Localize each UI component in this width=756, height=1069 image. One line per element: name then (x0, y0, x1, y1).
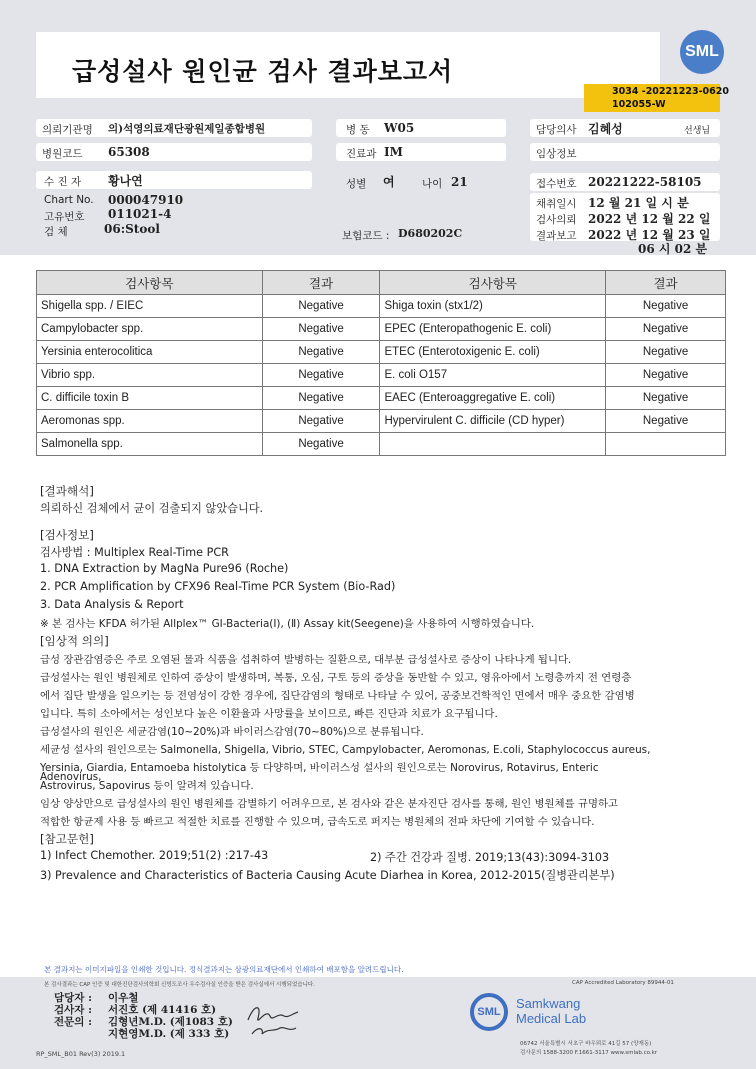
institution-label: 의뢰기관명 (42, 124, 93, 136)
lab-phone: 검사문의 1588-3200 F.1661-3117 www.smlab.co.kr (520, 1050, 658, 1056)
test-item: Shigella spp. / EIEC (37, 295, 263, 318)
doctor-label: 담당의사 (536, 124, 577, 136)
clinical-line: Yersinia, Giardia, Entamoeba histolytica 등 다양하며, 바이러스성 설사의 원인으로는 Norovirus, Rotavirus, Enteric (40, 762, 599, 774)
staff-value: 김형년M.D. (제1083 호) (108, 1016, 233, 1028)
sex-label: 성별 (346, 178, 367, 190)
test-item: Salmonella spp. (37, 433, 263, 456)
receipt-value: 20221222-58105 (588, 175, 702, 189)
sml-footer-logo-icon: SML (470, 993, 508, 1031)
ward-label: 병 동 (346, 124, 370, 136)
test-result: Negative (606, 410, 726, 433)
test-result: Negative (606, 341, 726, 364)
interpretation-text: 의뢰하신 검체에서 균이 검출되지 않았습니다. (40, 502, 264, 515)
test-item: Yersinia enterocolitica (37, 341, 263, 364)
test-result: Negative (262, 318, 380, 341)
clinical-line: 입니다. 특히 소아에서는 성인보다 높은 이환율과 사망률을 보이므로, 빠른 진단과 치료가 요구됩니다. (40, 708, 498, 720)
test-info-line: 1. DNA Extraction by MagNa Pure96 (Roche) (40, 562, 289, 575)
report-time: 06 시 02 분 (638, 242, 708, 256)
test-item: C. difficile toxin B (37, 387, 263, 410)
report-code-line1: 3034 -20221223-0620 (612, 86, 729, 97)
test-item: ETEC (Enterotoxigenic E. coli) (380, 341, 606, 364)
test-result: Negative (606, 295, 726, 318)
clinical-line: 세균성 설사의 원인으로는 Salmonella, Shigella, Vibrio, STEC, Campylobacter, Aeromonas, E.coli, Staphylococcus aureus, (40, 744, 651, 756)
dept-value: IM (384, 145, 403, 159)
staff-value: 지현영M.D. (제 333 호) (108, 1028, 230, 1040)
specimen-value: 06:Stool (104, 222, 160, 236)
test-result: Negative (606, 387, 726, 410)
lab-name-line1: Samkwang (516, 996, 581, 1011)
staff-value: 서진호 (제 41416 호) (108, 1004, 217, 1016)
header-result-2: 결과 (606, 271, 726, 295)
clinical-meaning-title: [임상적 의의] (40, 634, 109, 648)
test-result: Negative (262, 433, 380, 456)
report-value: 2022 년 12 월 23 일 (588, 228, 711, 242)
table-row (37, 295, 726, 318)
test-info-line: 검사방법 : Multiplex Real-Time PCR (40, 546, 229, 559)
clinical-label: 임상정보 (536, 148, 577, 160)
table-row (37, 433, 726, 456)
reference-item: 2) 주간 건강과 질병. 2019;13(43):3094-3103 (370, 851, 610, 864)
age-label: 나이 (422, 178, 443, 190)
clinical-line: 급성설사의 원인은 세균감염(10~20%)과 바이러스감염(70~80%)으로 분류됩니다. (40, 726, 424, 738)
sex-value: 여 (383, 175, 395, 189)
test-item: EAEC (Enteroaggregative E. coli) (380, 387, 606, 410)
clinical-line: 에서 집단 발생을 일으키는 등 전염성이 강한 경우에, 집단감염의 형태로 나타날 수 있어, 공중보건학적인 면에서 매우 중요한 감염병 (40, 690, 635, 702)
results-header-row (37, 271, 726, 295)
staff-value: 이우철 (108, 992, 139, 1004)
header-test-item: 검사항목 (37, 271, 263, 295)
table-row (37, 364, 726, 387)
doctor-suffix: 선생님 (684, 126, 711, 136)
test-item: Campylobacter spp. (37, 318, 263, 341)
lab-address: 06742 서울특별시 서초구 바우뫼로 41길 57 (양재동) (520, 1041, 652, 1047)
age-value: 21 (451, 175, 468, 189)
unique-value: 011021-4 (108, 207, 172, 221)
test-item: Vibrio spp. (37, 364, 263, 387)
test-result: Negative (262, 341, 380, 364)
test-info-title: [검사정보] (40, 528, 94, 542)
unique-label: 고유번호 (44, 211, 85, 223)
insurance-label: 보험코드 : (342, 230, 390, 242)
collect-label: 채취일시 (536, 198, 577, 210)
receipt-label: 접수번호 (536, 178, 577, 190)
test-info-line: 2. PCR Amplification by CFX96 Real-Time PCR System (Bio-Rad) (40, 580, 396, 593)
test-result (606, 433, 726, 456)
table-row (37, 410, 726, 433)
reference-item: 1) Infect Chemother. 2019;51(2) :217-43 (40, 849, 269, 862)
patient-label: 수 진 자 (44, 176, 82, 188)
results-table (36, 270, 726, 456)
table-row (37, 318, 726, 341)
patient-value: 황나연 (108, 174, 143, 188)
interpretation-title: [결과해석] (40, 484, 94, 498)
test-item: Hypervirulent C. difficile (CD hyper) (380, 410, 606, 433)
print-notice: 본 결과지는 이미지파일을 인쇄한 것입니다. 정식결과지는 삼광의료재단에서 인쇄하여 배포함을 알려드립니다. (44, 965, 404, 974)
form-code: RP_SML_B01 Rev(3) 2019.1 (36, 1050, 126, 1058)
reference-item: 3) Prevalence and Characteristics of Bacteria Causing Acute Diarhea in Korea, 2012-2015(질병관리본부) (40, 869, 615, 882)
report-code-line2: 102055-W (612, 99, 666, 110)
chart-label: Chart No. (44, 194, 94, 206)
hospital-code-label: 병원코드 (42, 148, 83, 160)
test-result: Negative (262, 295, 380, 318)
clinical-line: Astrovirus, Sapovirus 등이 알려져 있습니다. (40, 780, 254, 792)
clinical-line: 적합한 항균제 사용 등 빠르고 적절한 치료를 진행할 수 있으며, 급속도로 퍼지는 병원체의 전파 차단에 기여할 수 있습니다. (40, 816, 595, 828)
clinical-line: 임상 양상만으로 급성설사의 원인 병원체를 감별하기 어려우므로, 본 검사와 같은 분자진단 검사를 통해, 원인 병원체를 규명하고 (40, 798, 619, 810)
test-result: Negative (262, 364, 380, 387)
request-value: 2022 년 12 월 22 일 (588, 212, 711, 226)
test-item (380, 433, 606, 456)
test-item: EPEC (Enteropathogenic E. coli) (380, 318, 606, 341)
test-item: E. coli O157 (380, 364, 606, 387)
header-test-item-2: 검사항목 (380, 271, 606, 295)
clinical-line: 급성설사는 원인 병원체로 인하여 증상이 발생하며, 복통, 오심, 구토 등의 증상을 동반할 수 있고, 영유아에서 노령층까지 전 연령층 (40, 672, 632, 684)
table-row (37, 341, 726, 364)
test-result: Negative (606, 318, 726, 341)
sml-logo-icon: SML (680, 30, 724, 74)
chart-value: 000047910 (108, 193, 184, 207)
test-result: Negative (262, 387, 380, 410)
test-item: Shiga toxin (stx1/2) (380, 295, 606, 318)
lab-name (516, 996, 586, 1026)
specimen-label: 검 체 (44, 226, 68, 238)
hospital-code-value: 65308 (108, 145, 150, 159)
dept-label: 진료과 (346, 148, 377, 160)
accreditation-notice: 본 검사결과는 CAP 인증 및 대한진단검사의학회 신빙도조사 우수검사실 인증을 받은 검사실에서 시행되었습니다. (44, 982, 315, 988)
ward-value: W05 (384, 121, 415, 135)
test-result: Negative (262, 410, 380, 433)
test-result: Negative (606, 364, 726, 387)
report-label: 결과보고 (536, 230, 577, 242)
staff-label: 전문의 : (54, 1016, 92, 1028)
staff-label: 담당자 : (54, 992, 92, 1004)
cap-accreditation: CAP Accredited Laboratory 89944-01 (572, 980, 674, 986)
insurance-value: D680202C (398, 227, 463, 240)
clinical-line: 급성 장관감염증은 주로 오염된 물과 식품을 섭취하여 발병하는 질환으로, 대부분 급성설사로 증상이 나타나게 됩니다. (40, 654, 572, 666)
test-info-line: ※ 본 검사는 KFDA 허가된 Allplex™ GI-Bacteria(Ⅰ), (Ⅱ) Assay kit(Seegene)을 사용하여 시행하였습니다. (40, 618, 535, 630)
test-item: Aeromonas spp. (37, 410, 263, 433)
collect-value: 12 월 21 일 시 분 (588, 196, 689, 210)
staff-label: 검사자 : (54, 1004, 92, 1016)
table-row (37, 387, 726, 410)
signature-icon (244, 998, 304, 1040)
test-info-line: 3. Data Analysis & Report (40, 598, 184, 611)
references-title: [참고문헌] (40, 832, 94, 846)
lab-name-line2: Medical Lab (516, 1011, 587, 1026)
request-label: 검사의뢰 (536, 214, 577, 226)
header-result: 결과 (262, 271, 380, 295)
clinical-line: Adenovirus, (40, 771, 102, 783)
doctor-value: 김혜성 (588, 122, 623, 136)
page-title: 급성설사 원인균 검사 결과보고서 (72, 57, 454, 86)
institution-value: 의)석영의료재단광원제일종합병원 (108, 123, 266, 135)
